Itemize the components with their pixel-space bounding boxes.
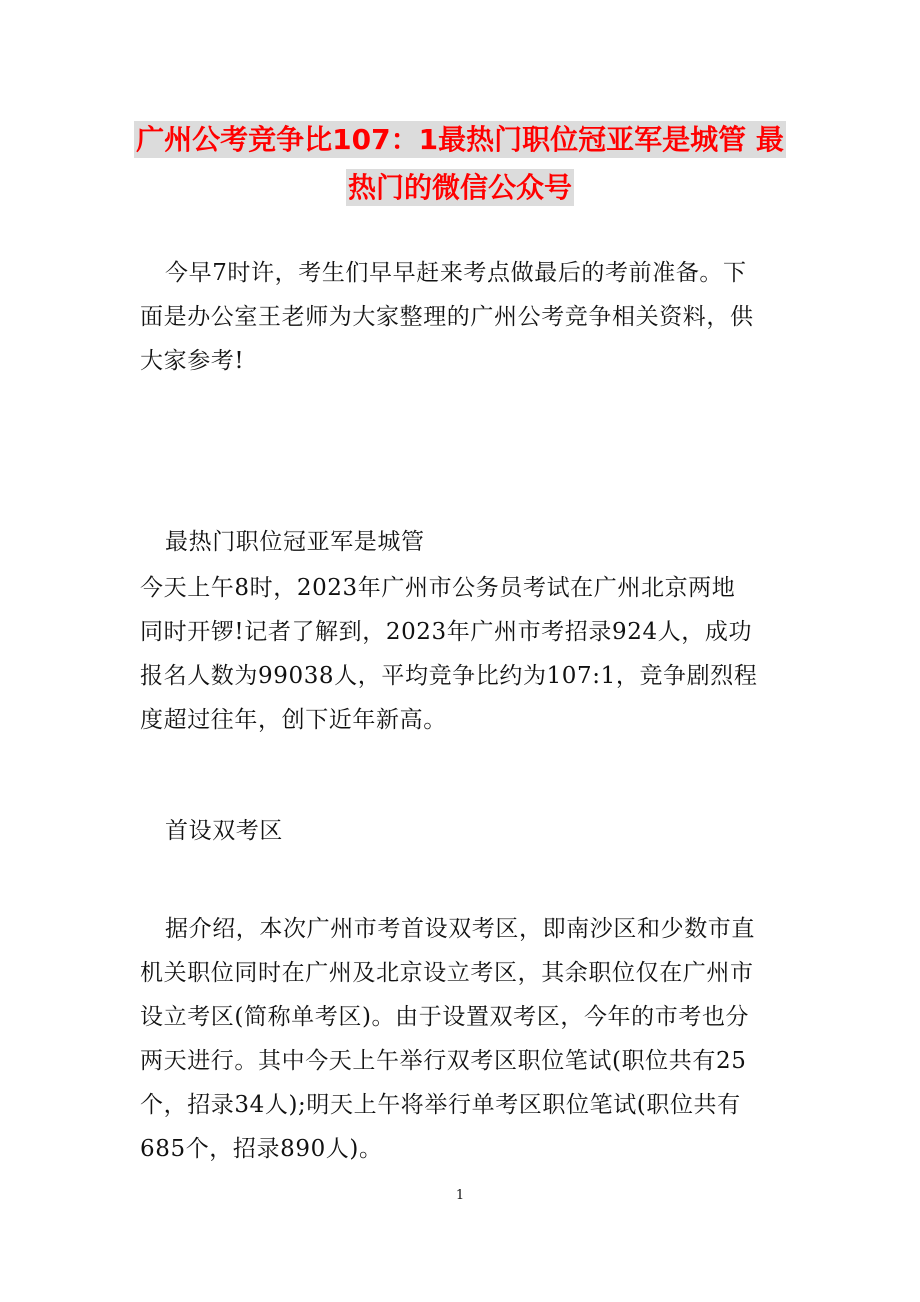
page-number: 1 [455,1188,465,1203]
paragraph-line: 两天进行。其中今天上午举行双考区职位笔试(职位共有25 [140,1048,747,1074]
section-heading: 首设双考区 [165,818,283,844]
paragraph-line: 同时开锣!记者了解到，2023年广州市考招录924人，成功 [140,619,753,645]
paragraph-line: 机关职位同时在广州及北京设立考区，其余职位仅在广州市 [140,960,754,986]
paragraph-line: 个，招录34人);明天上午将举行单考区职位笔试(职位共有 [140,1092,741,1118]
paragraph-line: 据介绍，本次广州市考首设双考区，即南沙区和少数市直 [165,916,755,942]
paragraph-line: 报名人数为99038人，平均竞争比约为107:1，竞争剧烈程 [140,663,758,689]
paragraph-line: 今早7时许，考生们早早赶来考点做最后的考前准备。下 [165,260,747,286]
paragraph-line: 685个，招录890人)。 [140,1136,383,1162]
paragraph-line: 面是办公室王老师为大家整理的广州公考竞争相关资料，供 [140,304,754,330]
paragraph-line: 度超过往年，创下近年新高。 [140,707,447,733]
document-title-line2: 热门的微信公众号 [347,171,572,204]
paragraph-line: 今天上午8时，2023年广州市公务员考试在广州北京两地 [140,575,736,601]
paragraph-line: 大家参考! [140,348,245,374]
paragraph-line: 设立考区(简称单考区)。由于设置双考区，今年的市考也分 [140,1004,750,1030]
document-title-line1: 广州公考竞争比107：1最热门职位冠亚军是城管 最 [136,123,784,156]
section-heading: 最热门职位冠亚军是城管 [165,529,425,555]
